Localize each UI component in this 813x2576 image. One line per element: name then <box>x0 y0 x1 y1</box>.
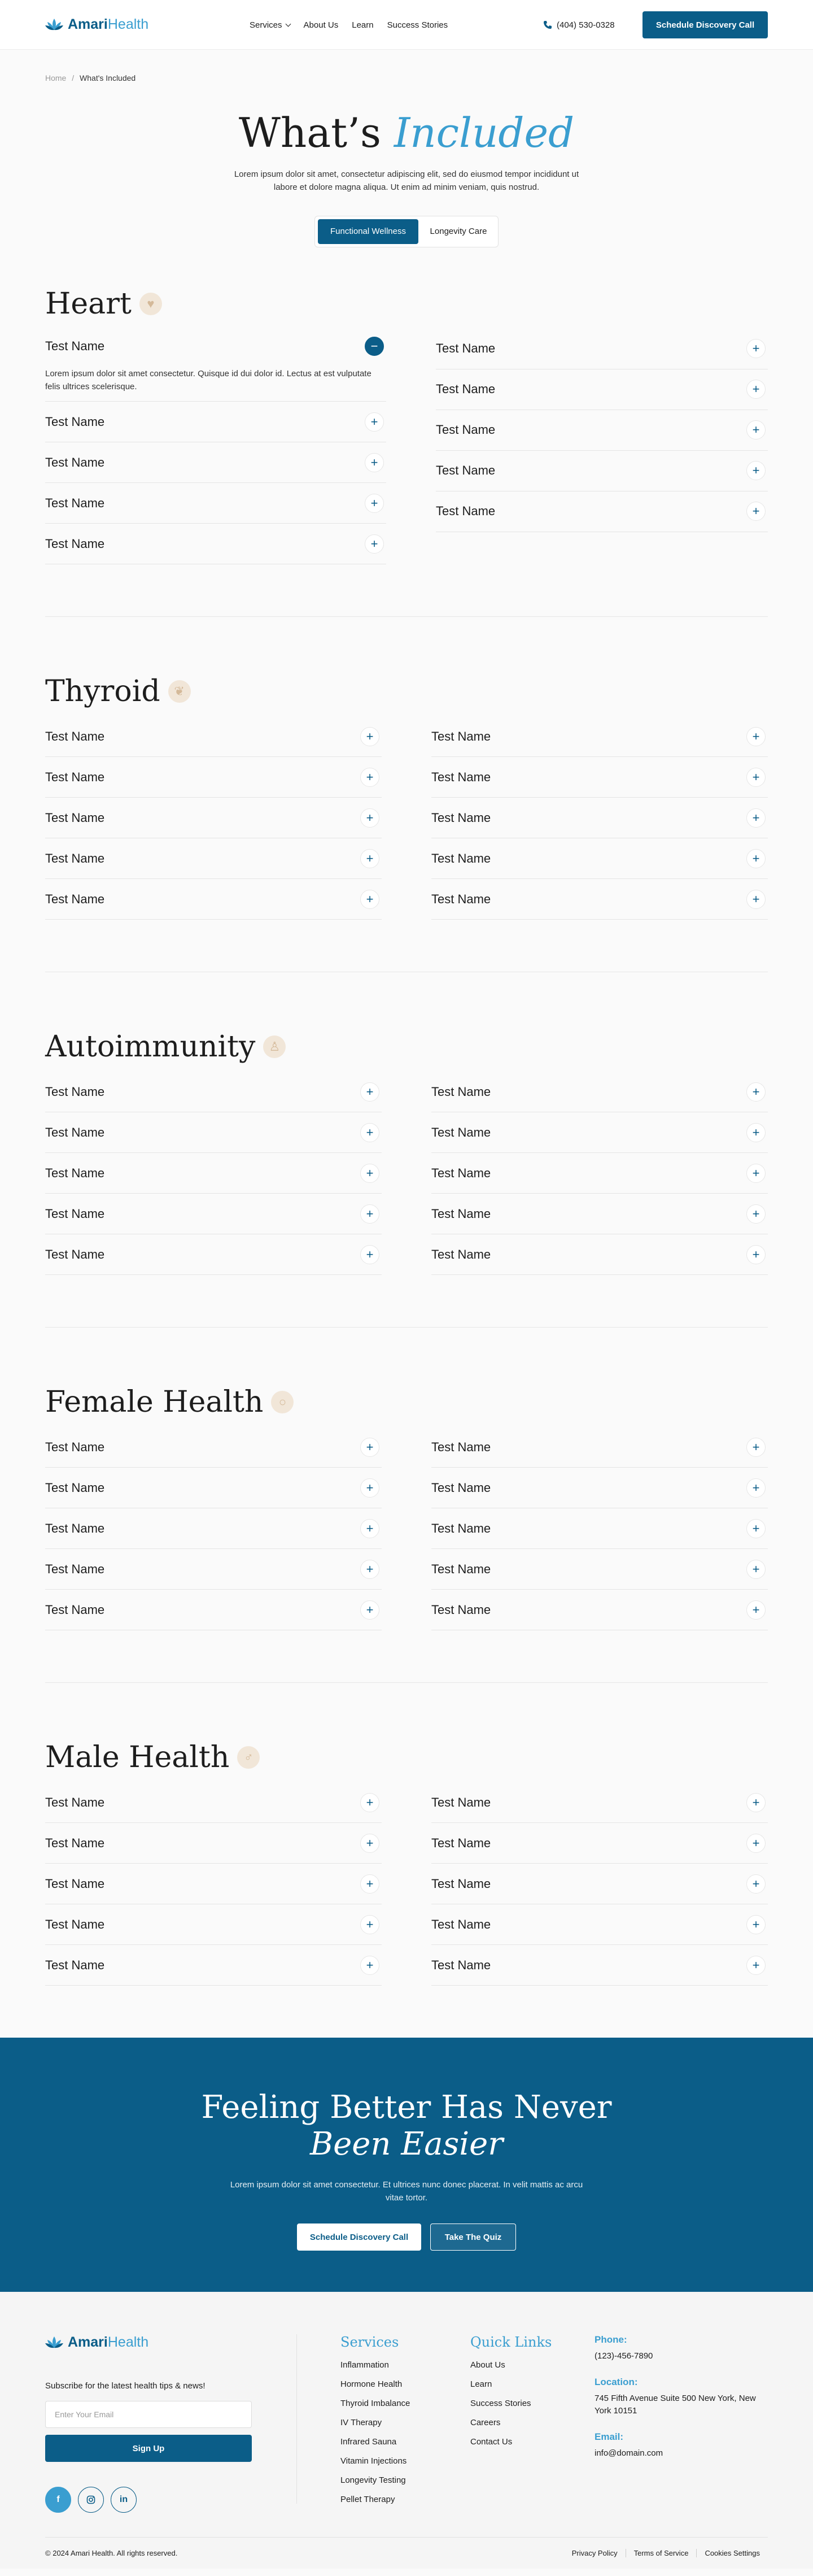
accordion-item-name: Test Name <box>45 851 105 865</box>
accordion-item-name: Test Name <box>431 1247 491 1261</box>
plus-icon[interactable]: + <box>365 494 384 513</box>
accordion-item[interactable] <box>45 1427 382 1468</box>
plus-icon[interactable]: + <box>360 1082 379 1102</box>
accordion-item-name: Test Name <box>431 1917 491 1931</box>
accordion-column-right <box>436 329 768 565</box>
accordion-item[interactable] <box>45 1823 382 1864</box>
accordion-item-name: Test Name <box>431 1835 491 1850</box>
take-quiz-button[interactable]: Take The Quiz <box>430 2223 516 2251</box>
accordion-item[interactable] <box>45 1234 382 1275</box>
accordion-item-name: Test Name <box>431 1602 491 1617</box>
tab-functional-wellness[interactable]: Functional Wellness <box>318 219 418 244</box>
footer-link[interactable]: IV Therapy <box>340 2418 382 2428</box>
accordion-columns <box>45 1072 768 1275</box>
category-header <box>45 281 768 327</box>
category-section <box>0 1380 813 1630</box>
plus-icon[interactable]: + <box>365 453 384 472</box>
accordion-columns <box>45 329 768 565</box>
accordion-item-name: Test Name <box>45 1125 105 1139</box>
accordion-item-name: Test Name <box>45 495 105 510</box>
accordion-item[interactable] <box>45 1072 382 1112</box>
accordion-item-name: Test Name <box>431 1795 491 1809</box>
accordion-column-left <box>45 1782 382 1986</box>
hero-section <box>0 111 813 247</box>
plus-icon[interactable]: + <box>360 1915 379 1934</box>
accordion-column-left <box>45 329 386 565</box>
accordion-item-name: Test Name <box>45 891 105 906</box>
plus-icon[interactable]: + <box>360 1956 379 1975</box>
phone-number: (404) 530-0328 <box>557 20 615 30</box>
plus-icon[interactable]: + <box>746 1123 766 1142</box>
category-section <box>0 669 813 920</box>
accordion-item[interactable] <box>431 1549 768 1590</box>
accordion-item-name: Test Name <box>431 1876 491 1891</box>
footer-link[interactable]: Pellet Therapy <box>340 2495 395 2505</box>
plus-icon[interactable]: + <box>360 1560 379 1579</box>
cta-banner <box>0 2038 813 2292</box>
accordion-column-left <box>45 716 382 920</box>
plus-icon[interactable]: + <box>746 461 766 480</box>
accordion-item-name: Test Name <box>45 1795 105 1809</box>
plus-icon[interactable]: + <box>360 808 379 828</box>
accordion-item-name: Test Name <box>45 1480 105 1495</box>
terms-link[interactable]: Terms of Service <box>626 2549 697 2557</box>
instagram-icon[interactable] <box>78 2487 104 2513</box>
plus-icon[interactable]: + <box>746 380 766 399</box>
facebook-icon[interactable]: f <box>45 2487 71 2513</box>
plus-icon[interactable]: + <box>746 1438 766 1457</box>
nav-learn[interactable]: Learn <box>352 20 374 30</box>
footer-contact <box>595 2334 770 2473</box>
accordion-item-name: Test Name <box>45 1835 105 1850</box>
accordion-item-name: Test Name <box>436 504 496 519</box>
phone-icon <box>543 20 552 29</box>
accordion-item[interactable] <box>45 1153 382 1194</box>
accordion-item-name: Test Name <box>45 414 105 429</box>
accordion-item-name: Test Name <box>431 1561 491 1576</box>
breadcrumb-separator: / <box>72 73 75 82</box>
accordion-item[interactable] <box>45 879 382 920</box>
accordion-item-name: Test Name <box>45 810 105 825</box>
accordion-item[interactable] <box>431 1112 768 1153</box>
accordion-item[interactable] <box>431 879 768 920</box>
accordion-item-name: Test Name <box>431 851 491 865</box>
plus-icon[interactable]: + <box>746 420 766 440</box>
accordion-item-name: Test Name <box>431 1439 491 1454</box>
category-header <box>45 1735 768 1780</box>
footer-link[interactable]: Vitamin Injections <box>340 2456 407 2466</box>
accordion-item[interactable] <box>45 838 382 879</box>
plus-icon[interactable]: + <box>746 1164 766 1183</box>
plus-icon[interactable]: + <box>360 1164 379 1183</box>
accordion-item[interactable] <box>431 1945 768 1986</box>
tab-longevity-care[interactable]: Longevity Care <box>430 227 487 237</box>
accordion-item[interactable] <box>431 1864 768 1904</box>
accordion-item[interactable] <box>436 491 768 532</box>
accordion-item[interactable] <box>436 369 768 410</box>
minus-icon[interactable]: − <box>365 337 384 356</box>
accordion-item[interactable] <box>431 1590 768 1630</box>
category-section <box>0 1024 813 1275</box>
accordion-item[interactable] <box>45 1112 382 1153</box>
plus-icon[interactable]: + <box>746 1519 766 1538</box>
cookies-link[interactable]: Cookies Settings <box>696 2549 768 2557</box>
footer-email[interactable]: info@domain.com <box>595 2448 663 2458</box>
accordion-item-name: Test Name <box>431 1206 491 1221</box>
hero-text: Lorem ipsum dolor sit amet, consectetur adipiscing elit, sed do eiusmod tempor incididunt ut labore et dolore magna aliqua. Ut enim ad minim veniam, quis nostrud. <box>234 169 579 193</box>
accordion-item[interactable] <box>45 757 382 798</box>
accordion-item[interactable] <box>431 1427 768 1468</box>
footer-quick-list <box>470 2360 552 2456</box>
accordion-item-name: Test Name <box>431 810 491 825</box>
accordion-item[interactable] <box>45 329 386 402</box>
email-label: Email: <box>595 2431 624 2442</box>
logo-text-b: Health <box>107 16 149 32</box>
plus-icon[interactable]: + <box>746 890 766 909</box>
accordion-item[interactable] <box>45 483 386 524</box>
banner-title <box>0 2090 813 2162</box>
accordion-item[interactable] <box>45 524 386 564</box>
phone-link[interactable] <box>543 0 615 50</box>
accordion-item[interactable] <box>45 1864 382 1904</box>
plus-icon[interactable]: + <box>360 1204 379 1224</box>
accordion-item-name: Test Name <box>431 1957 491 1972</box>
accordion-item-name: Test Name <box>436 382 496 397</box>
category-title: Heart <box>45 286 132 321</box>
accordion-item-name: Test Name <box>45 729 105 743</box>
accordion-item[interactable] <box>45 1590 382 1630</box>
plus-icon[interactable]: + <box>365 534 384 554</box>
footer-logo-b: Health <box>107 2334 149 2351</box>
accordion-item-text: Lorem ipsum dolor sit amet consectetur. Quisque id dui dolor id. Lectus at est vulputate felis ultrices scelerisque. <box>45 368 371 391</box>
plus-icon[interactable]: + <box>746 1956 766 1975</box>
accordion-item-name: Test Name <box>45 1206 105 1221</box>
main-nav <box>250 0 448 50</box>
site-footer <box>0 2292 813 2569</box>
plus-icon[interactable]: + <box>360 1123 379 1142</box>
male-icon: ♂ <box>237 1746 260 1769</box>
accordion-item[interactable] <box>431 1508 768 1549</box>
plus-icon[interactable]: + <box>746 768 766 787</box>
chevron-down-icon <box>285 21 291 27</box>
accordion-item-name: Test Name <box>431 1125 491 1139</box>
phone-label: Phone: <box>595 2334 627 2346</box>
logo[interactable] <box>45 16 148 33</box>
social-links <box>45 2487 254 2513</box>
accordion-item-name: Test Name <box>45 1602 105 1617</box>
plus-icon[interactable]: + <box>746 1478 766 1498</box>
accordion-item-name: Test Name <box>45 1084 105 1099</box>
footer-services-title: Services <box>340 2334 399 2351</box>
site-header <box>0 0 813 50</box>
logo-text-a: Amari <box>68 16 108 32</box>
footer-link[interactable]: Hormone Health <box>340 2379 403 2390</box>
plus-icon[interactable]: + <box>360 890 379 909</box>
accordion-item[interactable] <box>45 1904 382 1945</box>
plus-icon[interactable]: + <box>746 1600 766 1620</box>
thyroid-icon: ❦ <box>168 680 191 703</box>
breadcrumb <box>0 50 813 111</box>
footer-divider <box>296 2334 297 2504</box>
linkedin-icon[interactable]: in <box>111 2487 137 2513</box>
footer-services-list <box>340 2360 410 2514</box>
footer-quick-title: Quick Links <box>470 2334 552 2351</box>
accordion-item-name: Test Name <box>436 463 496 478</box>
accordion-column-right <box>431 1782 768 1986</box>
lotus-icon <box>45 2335 63 2350</box>
copyright <box>45 2549 177 2557</box>
category-section <box>0 281 813 565</box>
footer-link[interactable]: Inflammation <box>340 2360 389 2370</box>
accordion-column-left <box>45 1072 382 1275</box>
footer-bottom <box>45 2537 768 2569</box>
category-header <box>45 1024 768 1069</box>
accordion-item-name: Test Name <box>436 423 496 437</box>
plus-icon[interactable]: + <box>746 1915 766 1934</box>
accordion-item-name: Test Name <box>431 891 491 906</box>
accordion-item[interactable] <box>431 1782 768 1823</box>
nav-success-stories[interactable]: Success Stories <box>387 20 448 30</box>
accordion-item[interactable] <box>45 798 382 838</box>
accordion-item-name: Test Name <box>431 1480 491 1495</box>
plus-icon[interactable]: + <box>746 1560 766 1579</box>
plus-icon[interactable]: + <box>360 1834 379 1853</box>
privacy-link[interactable]: Privacy Policy <box>571 2549 618 2558</box>
accordion-item[interactable] <box>45 1945 382 1986</box>
plus-icon[interactable]: + <box>746 1204 766 1224</box>
accordion-item[interactable] <box>431 757 768 798</box>
accordion-item[interactable] <box>431 1234 768 1275</box>
category-header <box>45 669 768 714</box>
footer-phone[interactable]: (123)-456-7890 <box>595 2351 653 2361</box>
accordion-item-name: Test Name <box>45 1439 105 1454</box>
footer-link[interactable]: Learn <box>470 2379 492 2390</box>
plus-icon[interactable]: + <box>746 339 766 358</box>
accordion-item-name: Test Name <box>45 1561 105 1576</box>
accordion-item[interactable] <box>431 1823 768 1864</box>
footer-link[interactable]: About Us <box>470 2360 505 2370</box>
accordion-item[interactable] <box>436 329 768 369</box>
accordion-item-name: Test Name <box>45 1247 105 1261</box>
email-input[interactable]: Enter Your Email <box>45 2401 252 2428</box>
heart-icon: ♥ <box>139 293 162 315</box>
plus-icon[interactable]: + <box>746 1874 766 1894</box>
accordion-column-right <box>431 1072 768 1275</box>
lotus-icon <box>45 18 63 32</box>
accordion-item-name: Test Name <box>431 1084 491 1099</box>
accordion-item[interactable] <box>436 410 768 451</box>
footer-location: 745 Fifth Avenue Suite 500 New York, New York 10151 <box>595 2393 756 2416</box>
accordion-item-name: Test Name <box>45 536 105 551</box>
categories <box>0 281 813 1986</box>
page-title-b: Included <box>394 109 575 156</box>
plus-icon[interactable]: + <box>746 1834 766 1853</box>
accordion-item[interactable] <box>45 716 382 757</box>
copyright-icon: © <box>45 2549 51 2558</box>
accordion-item-name: Test Name <box>431 769 491 784</box>
accordion-item[interactable] <box>431 1904 768 1945</box>
sign-up-button[interactable]: Sign Up <box>45 2435 252 2462</box>
plus-icon[interactable]: + <box>746 1082 766 1102</box>
accordion-item[interactable] <box>431 838 768 879</box>
accordion-item[interactable] <box>431 1153 768 1194</box>
plus-icon[interactable]: + <box>746 1793 766 1812</box>
footer-link[interactable]: Thyroid Imbalance <box>340 2399 410 2409</box>
footer-logo[interactable] <box>45 2334 254 2351</box>
accordion-item[interactable] <box>431 1468 768 1508</box>
category-header <box>45 1380 768 1425</box>
breadcrumb-current: What's Included <box>80 73 136 82</box>
banner-title-a: Feeling Better Has Never <box>201 2089 612 2126</box>
plus-icon[interactable]: + <box>360 849 379 868</box>
accordion-item-name: Test Name <box>45 338 105 353</box>
accordion-column-right <box>431 716 768 920</box>
schedule-call-button[interactable]: Schedule Discovery Call <box>642 11 768 38</box>
accordion-item-name: Test Name <box>45 1521 105 1535</box>
banner-title-b: Been Easier <box>309 2125 504 2162</box>
breadcrumb-home[interactable]: Home <box>45 73 67 82</box>
footer-link[interactable]: Longevity Testing <box>340 2475 406 2486</box>
plus-icon[interactable]: + <box>746 849 766 868</box>
accordion-item-name: Test Name <box>45 455 105 469</box>
accordion-item[interactable] <box>45 402 386 442</box>
plus-icon[interactable]: + <box>360 727 379 746</box>
plus-icon[interactable]: + <box>360 1600 379 1620</box>
copyright-text: 2024 Amari Health. All rights reserved. <box>53 2549 178 2558</box>
care-toggle <box>314 216 499 247</box>
category-title: Autoimmunity <box>45 1030 256 1064</box>
accordion-item-name: Test Name <box>431 729 491 743</box>
footer-link[interactable]: Success Stories <box>470 2399 531 2409</box>
plus-icon[interactable]: + <box>360 1438 379 1457</box>
accordion-item[interactable] <box>431 1072 768 1112</box>
accordion-item[interactable] <box>45 1194 382 1234</box>
nav-about[interactable]: About Us <box>303 20 339 30</box>
accordion-item[interactable] <box>45 1468 382 1508</box>
footer-link[interactable]: Contact Us <box>470 2437 513 2447</box>
female-icon: ○ <box>271 1391 294 1413</box>
nav-services[interactable] <box>250 20 290 30</box>
accordion-item-name: Test Name <box>45 1917 105 1931</box>
plus-icon[interactable]: + <box>746 502 766 521</box>
banner-text: Lorem ipsum dolor sit amet consectetur. Et ultrices nunc donec placerat. In velit mattis ac arcu vitae tortor. <box>230 2179 583 2203</box>
page-title <box>0 111 813 155</box>
accordion-item-name: Test Name <box>45 1957 105 1972</box>
person-icon: ♙ <box>263 1035 286 1058</box>
accordion-item[interactable] <box>436 451 768 491</box>
plus-icon[interactable]: + <box>360 1874 379 1894</box>
plus-icon[interactable]: + <box>360 768 379 787</box>
banner-buttons <box>0 2223 813 2251</box>
accordion-item-name: Test Name <box>45 1876 105 1891</box>
accordion-item[interactable] <box>431 1194 768 1234</box>
category-section <box>0 1735 813 1986</box>
plus-icon[interactable]: + <box>360 1478 379 1498</box>
accordion-item[interactable] <box>45 1508 382 1549</box>
accordion-columns <box>45 1427 768 1630</box>
footer-link[interactable]: Careers <box>470 2418 501 2428</box>
plus-icon[interactable]: + <box>360 1793 379 1812</box>
plus-icon[interactable]: + <box>746 808 766 828</box>
footer-services <box>340 2334 410 2514</box>
plus-icon[interactable]: + <box>360 1245 379 1264</box>
legal-links <box>564 2549 768 2557</box>
accordion-item-name: Test Name <box>45 769 105 784</box>
accordion-item-name: Test Name <box>436 341 496 356</box>
accordion-columns <box>45 1782 768 1986</box>
accordion-item[interactable] <box>431 716 768 757</box>
plus-icon[interactable]: + <box>365 412 384 432</box>
accordion-item-name: Test Name <box>431 1165 491 1180</box>
footer-link[interactable]: Infrared Sauna <box>340 2437 397 2447</box>
category-title: Male Health <box>45 1740 230 1775</box>
nav-services-label: Services <box>250 20 282 30</box>
accordion-column-left <box>45 1427 382 1630</box>
accordion-item-name: Test Name <box>45 1165 105 1180</box>
subscribe-text: Subscribe for the latest health tips & news! <box>45 2381 206 2391</box>
accordion-item[interactable] <box>45 442 386 483</box>
location-label: Location: <box>595 2376 638 2387</box>
accordion-item[interactable] <box>45 1782 382 1823</box>
footer-logo-a: Amari <box>68 2334 108 2351</box>
accordion-columns <box>45 716 768 920</box>
banner-schedule-button[interactable]: Schedule Discovery Call <box>297 2223 421 2251</box>
footer-quick-links <box>470 2334 552 2456</box>
accordion-item[interactable] <box>45 1549 382 1590</box>
plus-icon[interactable]: + <box>360 1519 379 1538</box>
plus-icon[interactable]: + <box>746 1245 766 1264</box>
accordion-item[interactable] <box>431 798 768 838</box>
category-title: Female Health <box>45 1385 264 1420</box>
category-title: Thyroid <box>45 675 160 709</box>
page-title-a: What’s <box>238 109 381 156</box>
accordion-column-right <box>431 1427 768 1630</box>
footer-left <box>45 2334 254 2513</box>
accordion-item-name: Test Name <box>431 1521 491 1535</box>
plus-icon[interactable]: + <box>746 727 766 746</box>
